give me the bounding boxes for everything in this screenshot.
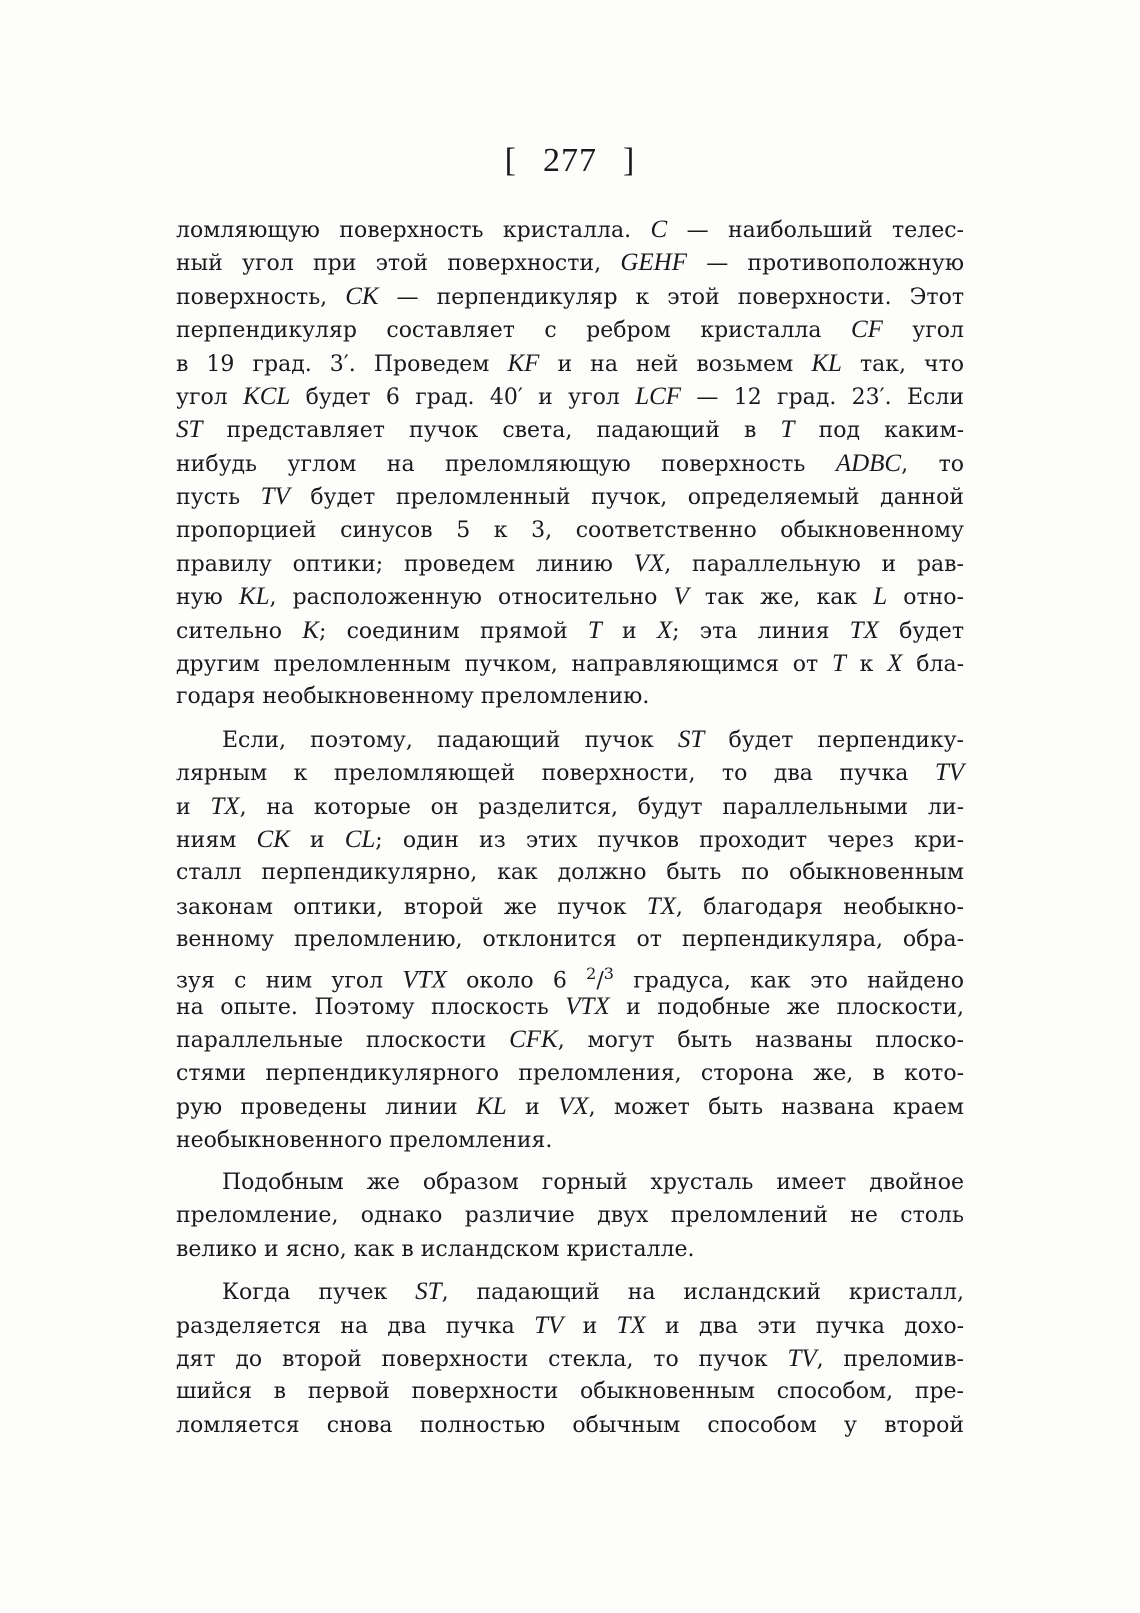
- paragraph: [176, 1275, 964, 1442]
- text-line: дят до второй поверхности стекла, то пучок TV, преломив-: [176, 1344, 964, 1372]
- text-line: сталл перпендикулярно, как должно быть по обыкновенным: [176, 860, 964, 886]
- text-line: сительно K; соединим прямой T и X; эта линия TX будет: [176, 616, 964, 644]
- text-line: на опыте. Поэтому плоскость VTX и подобные же плоскости,: [176, 992, 964, 1020]
- text-line: преломление, однако различие двух преломлений не столь: [176, 1203, 964, 1229]
- text-line: правилу оптики; проведем линию VX, параллельную и рав-: [176, 549, 964, 577]
- text-line: венному преломлению, отклонится от перпендикуляра, обра-: [176, 927, 964, 953]
- text-line: нибудь углом на преломляющую поверхность ADBC, то: [176, 449, 964, 477]
- body-text: [176, 213, 964, 1442]
- text-line: ный угол при этой поверхности, GEHF — противоположную: [176, 249, 964, 277]
- page-number: [0, 142, 1140, 180]
- paragraph-gap: [176, 1157, 964, 1166]
- text-line: угол KCL будет 6 град. 40′ и угол LCF — 12 град. 23′. Если: [176, 382, 964, 410]
- text-line: параллельные плоскости CFK, могут быть названы плоско-: [176, 1026, 964, 1054]
- text-line: пропорцией синусов 5 к 3, соответственно обыкновенному: [176, 517, 964, 543]
- text-line: лярным к преломляющей поверхности, то два пучка TV: [176, 759, 964, 787]
- page-number-value: 277: [543, 142, 597, 179]
- text-line: ную KL, расположенную относительно V так же, как L отно-: [176, 583, 964, 611]
- text-line: зуя с ним угол VTX около 6 $^2$/$^3$ градуса, как это найдено: [176, 963, 965, 993]
- text-line: перпендикуляр составляет с ребром кристалла CF угол: [176, 316, 964, 344]
- text-line: ломляется снова полностью обычным способом у второй: [176, 1412, 964, 1438]
- text-line: ниям CK и CL; один из этих пучков проходит через кри-: [176, 826, 965, 854]
- text-line: и TX, на которые он разделится, будут параллельными ли-: [176, 792, 964, 820]
- bracket-open: [: [504, 142, 517, 179]
- paragraph: [176, 723, 964, 1157]
- text-line: ломляющую поверхность кристалла. C — наибольший телес-: [176, 216, 964, 243]
- text-line: велико и ясно, как в исландском кристалле.: [176, 1236, 695, 1262]
- paragraph: [176, 213, 964, 714]
- text-line: законам оптики, второй же пучок TX, благодаря необыкно-: [176, 892, 964, 920]
- text-line: шийся в первой поверхности обыкновенным способом, пре-: [176, 1379, 964, 1405]
- text-line: пусть TV будет преломленный пучок, определяемый данной: [176, 483, 964, 511]
- text-line: Если, поэтому, падающий пучок ST будет перпендику-: [222, 725, 964, 753]
- bracket-close: ]: [623, 142, 636, 179]
- text-line: рую проведены линии KL и VX, может быть названа краем: [176, 1093, 964, 1121]
- paragraph: [176, 1166, 964, 1266]
- text-line: необыкновенного преломления.: [176, 1127, 553, 1153]
- text-line: годаря необыкновенному преломлению.: [176, 684, 650, 710]
- text-line: стями перпендикулярного преломления, сторона же, в кото-: [176, 1060, 964, 1086]
- text-line: другим преломленным пучком, направляющимся от T к X бла-: [176, 650, 965, 678]
- text-line: Когда пучек ST, падающий на исландский кристалл,: [222, 1278, 964, 1306]
- paragraph-gap: [176, 714, 964, 723]
- paragraph-gap: [176, 1266, 964, 1275]
- text-line: поверхность, CK — перпендикуляр к этой поверхности. Этот: [176, 282, 964, 310]
- text-line: разделяется на два пучка TV и TX и два эти пучка дохо-: [176, 1311, 965, 1339]
- text-line: в 19 град. 3′. Проведем KF и на ней возьмем KL так, что: [176, 349, 964, 377]
- text-line: Подобным же образом горный хрусталь имеет двойное: [222, 1169, 964, 1195]
- text-line: ST представляет пучок света, падающий в T под каким-: [176, 416, 964, 444]
